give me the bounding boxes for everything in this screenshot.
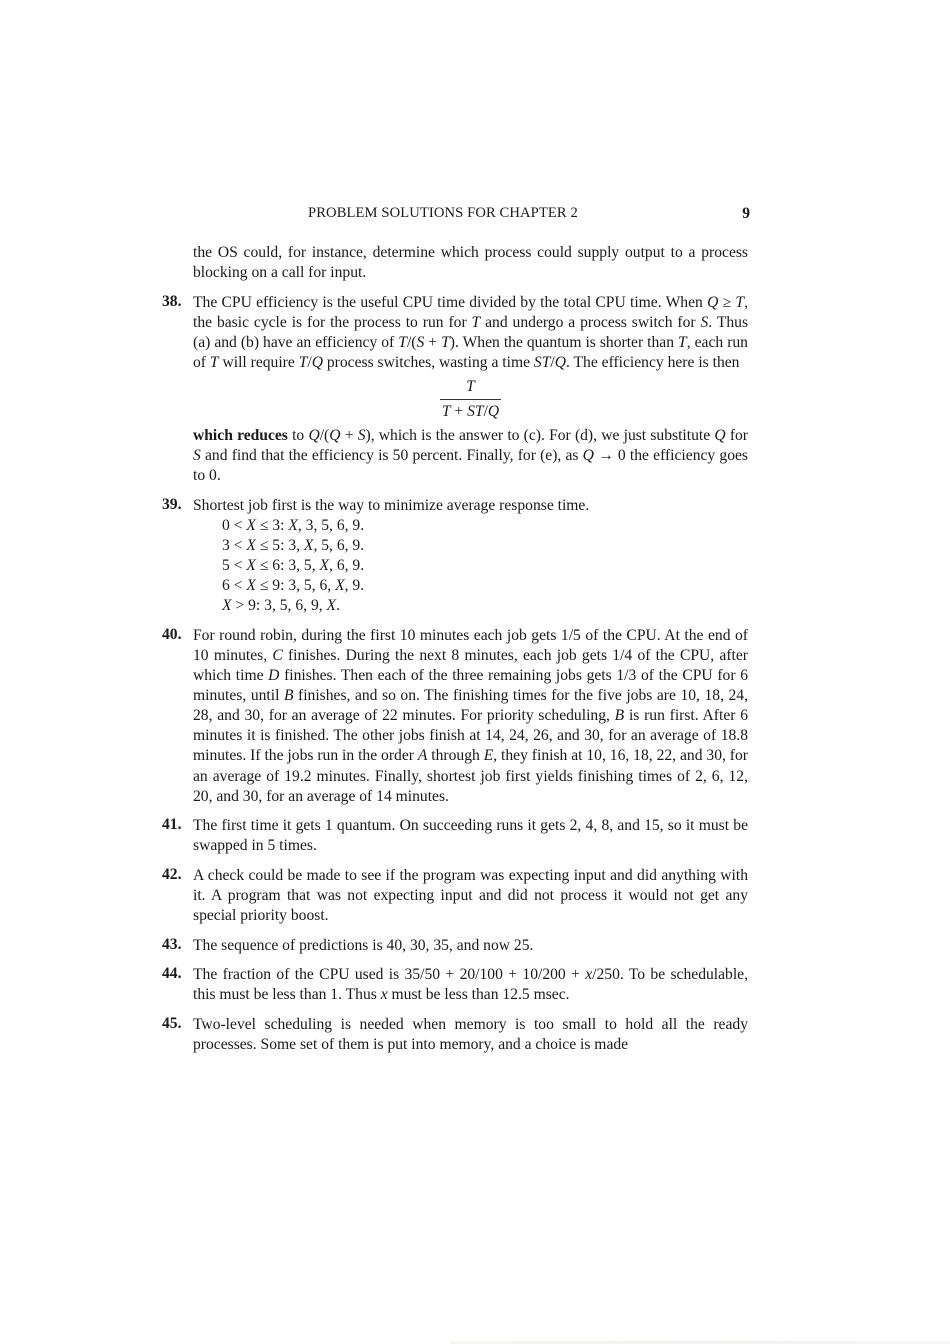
problem-38-conclusion: which reduces to Q/(Q + S), which is the answer to (c). For (d), we just substitute Q for S and find that the efficiency is 50 percent. Finally, for (e), as Q → 0 the efficiency goes to 0. xyxy=(193,427,748,485)
problem-number: 45. xyxy=(162,1015,182,1032)
problem-45 xyxy=(162,1015,748,1055)
running-title: PROBLEM SOLUTIONS FOR CHAPTER 2 xyxy=(308,205,578,221)
efficiency-fraction xyxy=(193,377,748,422)
problem-42-text: A check could be made to see if the program was expecting input and did anything with it. A program that was not expecting input and did not process it would not get any special priority boost. xyxy=(193,866,748,925)
problem-number: 44. xyxy=(162,965,182,983)
problem-43 xyxy=(162,936,748,956)
problem-43-text: The sequence of predictions is 40, 30, 35, and now 25. xyxy=(193,936,534,954)
page-number: 9 xyxy=(742,205,750,222)
running-header xyxy=(160,205,750,225)
problem-45-text: Two-level scheduling is needed when memory is too small to hold all the ready processes. Some set of them is put into memory, and a choice is made xyxy=(193,1016,748,1054)
problem-number: 41. xyxy=(162,816,182,834)
case-line: 0 < X ≤ 3: X, 3, 5, 6, 9. xyxy=(222,516,365,534)
fraction-numerator: T xyxy=(466,378,475,396)
problem-39 xyxy=(162,496,748,617)
problem-number: 43. xyxy=(162,935,182,953)
problem-number: 40. xyxy=(162,625,182,643)
problem-40 xyxy=(162,626,748,807)
fraction-denominator: T + ST/Q xyxy=(441,403,500,421)
problem-40-text: For round robin, during the first 10 minutes each job gets 1/5 of the CPU. At the end of 10 minutes, C finishes. During the next 8 minutes, each job gets 1/4 of the CPU, after which time D finishes. Then each of the three remaining jobs gets 1/3 of the CPU for 6 minutes, until B finishes, and so on. The finishing times for the five jobs are 10, 18, 24, 28, and 30, for an average of 22 minutes. For priority scheduling, B is run first. After 6 minutes it is finished. The other jobs finish at 14, 24, 26, and 30, for an average of 18.8 minutes. If the jobs run in the order A through E, they finish at 10, 16, 18, 22, and 30, for an average of 19.2 minutes. Finally, shortest job first yields finishing times of 2, 6, 12, 20, and 30, for an average of 14 minutes. xyxy=(193,626,749,805)
problem-38-intro: The CPU efficiency is the useful CPU time divided by the total CPU time. When Q ≥ T, the basic cycle is for the process to run for T and undergo a process switch for S. Thus (a) and (b) have an efficiency of T/(S + T). When the quantum is shorter than T, each run of T will require T/Q process switches, wasting a time ST/Q. The efficiency here is then xyxy=(193,293,749,371)
case-line: X > 9: 3, 5, 6, 9, X. xyxy=(222,597,340,615)
problem-44 xyxy=(162,965,748,1005)
case-line: 6 < X ≤ 9: 3, 5, 6, X, 9. xyxy=(222,577,365,595)
problem-42 xyxy=(162,866,748,926)
problem-number: 42. xyxy=(162,865,182,883)
problem-44-text: The fraction of the CPU used is 35/50 + 20/100 + 10/200 + x/250. To be schedulable, this must be less than 1. Thus x must be less than 12.5 msec. xyxy=(193,966,748,1004)
problem-number: 38. xyxy=(162,292,182,310)
problem-39-text: Shortest job first is the way to minimize average response time. xyxy=(193,496,590,514)
continuation-paragraph: the OS could, for instance, determine which process could supply output to a process blocking on a call for input. xyxy=(193,244,748,282)
case-line: 5 < X ≤ 6: 3, 5, X, 6, 9. xyxy=(222,557,365,575)
job-order-cases xyxy=(193,516,748,616)
problem-41-text: The first time it gets 1 quantum. On succeeding runs it gets 2, 4, 8, and 15, so it must be swapped in 5 times. xyxy=(193,817,748,855)
page-content xyxy=(162,243,748,1055)
case-line: 3 < X ≤ 5: 3, X, 5, 6, 9. xyxy=(222,537,365,555)
problem-41 xyxy=(162,816,748,856)
problem-number: 39. xyxy=(162,495,182,513)
problem-38 xyxy=(162,293,748,373)
